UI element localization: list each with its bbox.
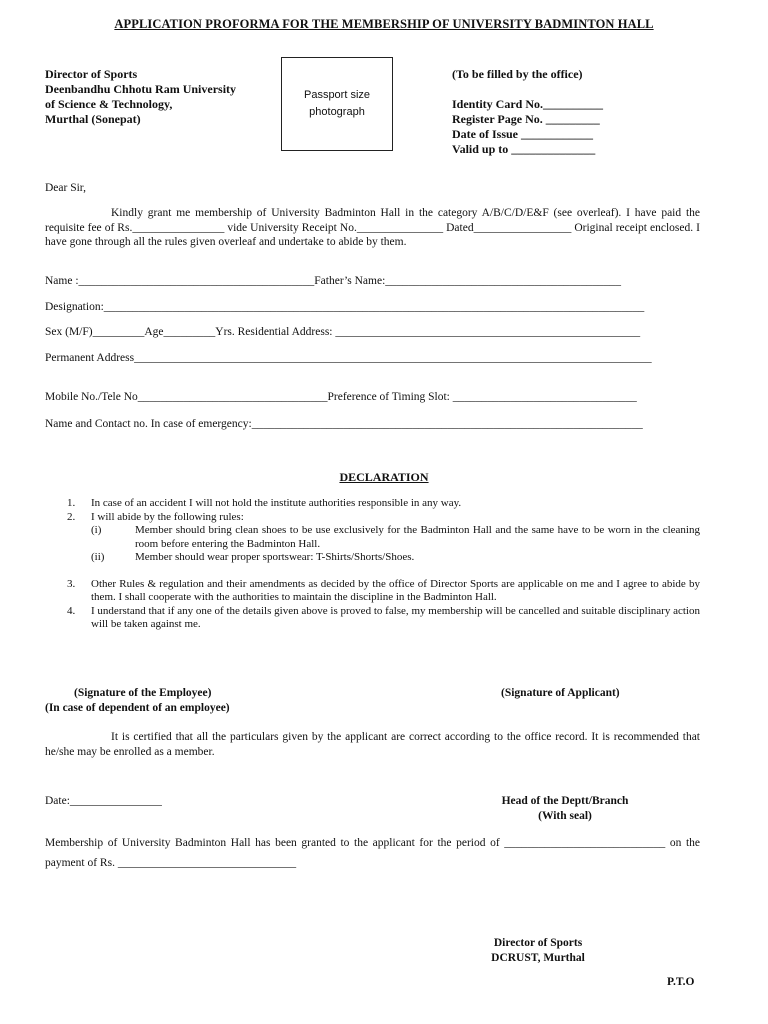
photo-label-line1: Passport size bbox=[303, 89, 371, 101]
request-text: Kindly grant me membership of University Badminton Hall in the category A/B/C/D/E&F (see overleaf). I have paid the requisite fee of Rs.________________ vide University Receipt No._______________ Dated_________________ Original receipt enclosed. I have gone through all the rules given overleaf and undertake to abide by them. bbox=[45, 207, 700, 248]
pto-label: P.T.O bbox=[667, 976, 695, 988]
name-father-name-field[interactable]: Name :_________________________________________Father’s Name:_________________________________________ bbox=[45, 275, 622, 287]
register-page-field[interactable]: Register Page No. _________ bbox=[452, 112, 600, 126]
passport-photo-box[interactable] bbox=[281, 57, 393, 151]
addressee-line: Director of Sports bbox=[45, 67, 138, 81]
office-heading: (To be filled by the office) bbox=[452, 67, 583, 81]
declaration-list bbox=[67, 497, 700, 632]
grant-paragraph[interactable]: Membership of University Badminton Hall has been granted to the applicant for the period of ____________________________ on the payment of Rs. _______________________________ bbox=[45, 837, 700, 869]
declaration-subitem-2: (ii) Member should wear proper sportswear: T-Shirts/Shorts/Shoes. bbox=[91, 551, 415, 563]
employee-note: (In case of dependent of an employee) bbox=[45, 702, 230, 714]
declaration-item-3: 3. Other Rules & regulation and their amendments as decided by the office of Director Sports are applicable on me and I agree to abide by them. I shall cooperate with the authorities to maintain the discipline in the Badminton Hall. bbox=[67, 577, 700, 603]
identity-card-field[interactable]: Identity Card No.__________ bbox=[452, 97, 604, 111]
head-of-dept-label: Head of the Deptt/Branch bbox=[501, 795, 629, 807]
date-of-issue-field[interactable]: Date of Issue ____________ bbox=[452, 127, 593, 141]
addressee-line: Murthal (Sonepat) bbox=[45, 112, 141, 126]
addressee-line: of Science & Technology, bbox=[45, 97, 173, 111]
declaration-title: DECLARATION bbox=[339, 470, 429, 484]
salutation: Dear Sir, bbox=[45, 182, 87, 194]
applicant-signature-label: (Signature of Applicant) bbox=[501, 687, 620, 699]
addressee-line: Deenbandhu Chhotu Ram University bbox=[45, 82, 237, 96]
mobile-timing-field[interactable]: Mobile No./Tele No_________________________________Preference of Timing Slot: ________________________________ bbox=[45, 391, 637, 403]
head-of-dept-block bbox=[480, 794, 650, 824]
certification-text: It is certified that all the particulars given by the applicant are correct according to the office record. It is recommended that he/she may be enrolled as a member. bbox=[45, 731, 700, 758]
declaration-subitem-1: (i) Member should bring clean shoes to be use exclusively for the Badminton Hall and the same have to be worn in the cleaning room before entering the Badminton Hall. bbox=[91, 524, 700, 550]
director-institution: DCRUST, Murthal bbox=[491, 952, 585, 964]
request-paragraph bbox=[45, 206, 700, 250]
permanent-address-field[interactable]: Permanent Address__________________________________________________________________________________________ bbox=[45, 352, 652, 364]
director-block bbox=[478, 936, 598, 966]
declaration-item-2: 2. I will abide by the following rules: bbox=[67, 510, 244, 523]
addressee-block bbox=[45, 67, 236, 127]
emergency-contact-field[interactable]: Name and Contact no. In case of emergency:____________________________________________________________________ bbox=[45, 418, 643, 430]
employee-signature-block bbox=[45, 686, 230, 716]
certification-paragraph bbox=[45, 730, 700, 759]
designation-field[interactable]: Designation:______________________________________________________________________________________________ bbox=[45, 301, 645, 313]
declaration-item-1: 1. In case of an accident I will not hold the institute authorities responsible in any way. bbox=[67, 497, 462, 509]
page-title: APPLICATION PROFORMA FOR THE MEMBERSHIP OF UNIVERSITY BADMINTON HALL bbox=[114, 17, 654, 31]
date-field[interactable]: Date:________________ bbox=[45, 795, 162, 807]
photo-label-line2: photograph bbox=[309, 106, 365, 118]
with-seal-label: (With seal) bbox=[538, 810, 592, 822]
declaration-item-4: 4. I understand that if any one of the details given above is proved to false, my membership will be cancelled and suitable disciplinary action will be taken against me. bbox=[67, 604, 700, 630]
valid-up-to-field[interactable]: Valid up to ______________ bbox=[452, 142, 596, 156]
sex-age-address-field[interactable]: Sex (M/F)_________Age_________Yrs. Residential Address: _____________________________________________________ bbox=[45, 326, 641, 338]
office-use-block bbox=[452, 67, 603, 157]
director-title: Director of Sports bbox=[493, 937, 583, 949]
employee-signature-label: (Signature of the Employee) bbox=[74, 687, 212, 699]
